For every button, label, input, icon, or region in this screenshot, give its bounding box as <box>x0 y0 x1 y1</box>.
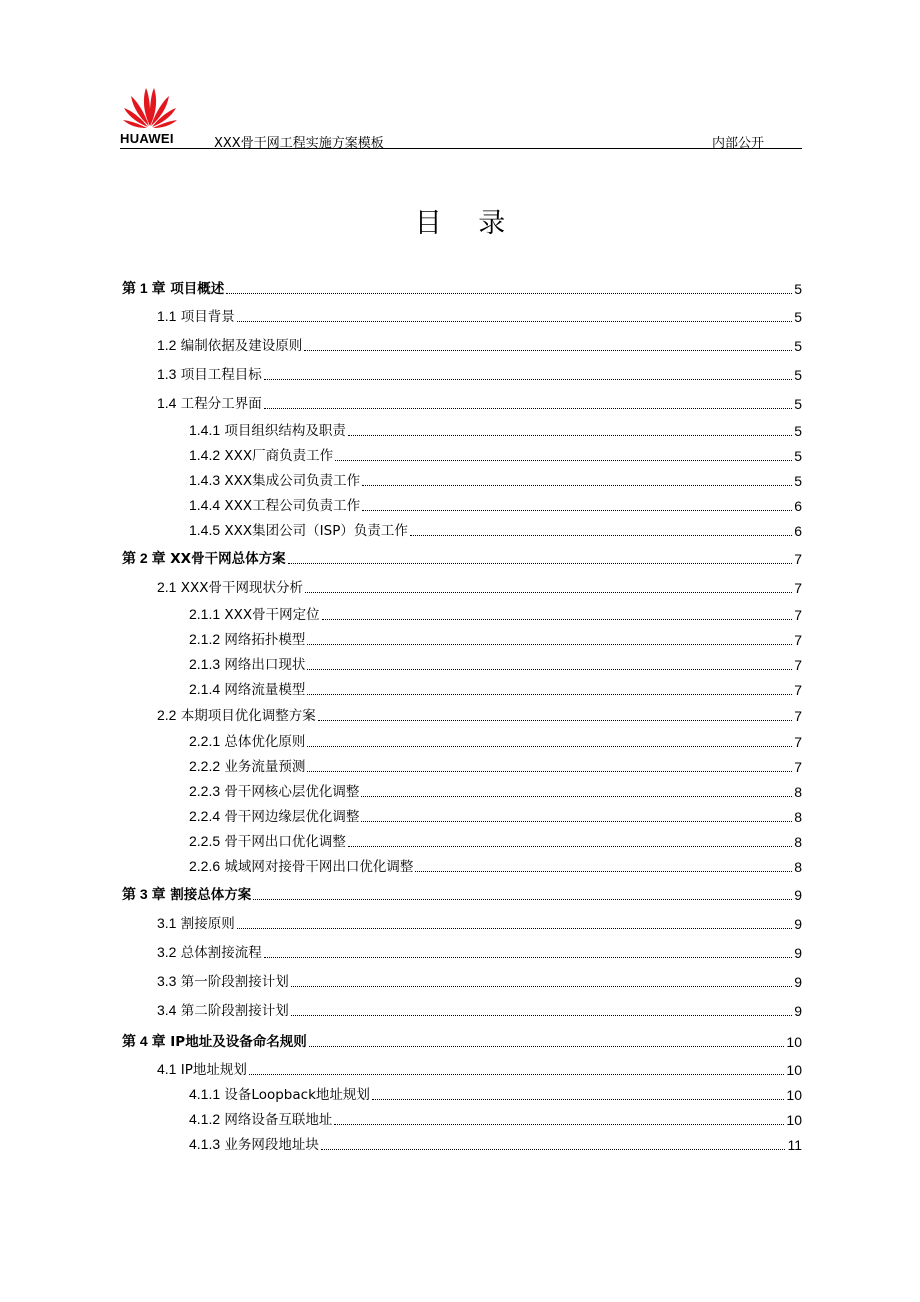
toc-entry[interactable] <box>122 851 802 875</box>
toc-dot-leader <box>305 592 792 593</box>
toc-entry-label: 总体优化原则 <box>220 734 306 750</box>
toc-entry-title <box>157 973 289 990</box>
toc-entry-number: 1.4.4 <box>189 497 221 513</box>
toc-entry-number: 2.1.3 <box>189 656 221 672</box>
toc-dot-leader <box>362 510 792 511</box>
toc-entry-number: 第 1 章 <box>122 280 166 296</box>
page-header <box>120 84 802 150</box>
toc-page-number: 9 <box>794 1003 802 1019</box>
toc-entry[interactable] <box>122 776 802 800</box>
toc-dot-leader <box>307 644 792 645</box>
toc-entry-title <box>157 915 235 932</box>
toc-page-number: 7 <box>794 632 802 648</box>
toc-entry-title <box>189 606 320 623</box>
toc-dot-leader <box>237 928 792 929</box>
header-divider <box>120 148 802 149</box>
toc-page-number: 7 <box>794 607 802 623</box>
toc-entry-label: 编制依据及建设原则 <box>176 338 303 354</box>
toc-entry[interactable] <box>122 649 802 673</box>
toc-dot-leader <box>348 846 792 847</box>
toc-entry-label: IP地址规划 <box>176 1062 247 1078</box>
toc-entry-title <box>189 858 413 875</box>
toc-page-number: 7 <box>794 734 802 750</box>
toc-dot-leader <box>304 350 792 351</box>
logo-wordmark: HUAWEI <box>120 131 174 146</box>
toc-page-number: 9 <box>794 974 802 990</box>
toc-dot-leader <box>291 986 792 987</box>
toc-dot-leader <box>307 746 792 747</box>
toc-entry[interactable] <box>122 1026 802 1050</box>
toc-page-number: 7 <box>794 682 802 698</box>
toc-entry-number: 第 3 章 <box>122 886 166 902</box>
toc-entry-label: 工程分工界面 <box>176 396 262 412</box>
toc-entry-title <box>189 1111 332 1128</box>
toc-entry-label: 第二阶段割接计划 <box>176 1003 289 1019</box>
toc-entry-number: 2.2.5 <box>189 833 221 849</box>
toc-entry-title <box>122 1033 307 1050</box>
toc-entry-number: 2.2.4 <box>189 808 221 824</box>
toc-dot-leader <box>348 435 792 436</box>
toc-entry-number: 3.4 <box>157 1002 177 1018</box>
toc-entry-number: 2.1.2 <box>189 631 221 647</box>
toc-page-number: 10 <box>786 1087 802 1103</box>
toc-entry-label: 设备Loopback地址规划 <box>220 1087 370 1103</box>
toc-entry-title <box>189 631 305 648</box>
toc-page-number: 11 <box>787 1137 802 1153</box>
toc-entry-number: 4.1.3 <box>189 1136 221 1152</box>
toc-entry[interactable] <box>122 301 802 325</box>
toc-entry-label: XX骨干网总体方案 <box>165 551 286 567</box>
toc-entry-label: XXX骨干网定位 <box>220 607 320 623</box>
toc-page-number: 6 <box>794 523 802 539</box>
toc-entry-title <box>157 337 302 354</box>
toc-entry[interactable] <box>122 415 802 439</box>
toc-entry[interactable] <box>122 330 802 354</box>
toc-entry[interactable] <box>122 879 802 903</box>
toc-page-number: 5 <box>794 338 802 354</box>
toc-entry-number: 4.1 <box>157 1061 177 1077</box>
toc-entry-number: 1.4.3 <box>189 472 221 488</box>
toc-entry[interactable] <box>122 937 802 961</box>
toc-entry-label: 骨干网出口优化调整 <box>220 834 346 850</box>
toc-dot-leader <box>309 1046 785 1047</box>
toc-entry-number: 1.4.2 <box>189 447 221 463</box>
toc-entry-label: 第一阶段割接计划 <box>176 974 289 990</box>
toc-entry-number: 2.1.4 <box>189 681 221 697</box>
toc-page-number: 5 <box>794 367 802 383</box>
toc-entry-label: 项目概述 <box>165 281 225 297</box>
toc-page-number: 8 <box>794 834 802 850</box>
toc-dot-leader <box>335 460 792 461</box>
toc-dot-leader <box>361 821 792 822</box>
toc-entry-label: 项目工程目标 <box>176 367 262 383</box>
toc-entry-title <box>122 550 286 567</box>
toc-entry-label: 骨干网核心层优化调整 <box>220 784 360 800</box>
toc-page-number: 7 <box>794 708 802 724</box>
toc-entry-number: 1.4 <box>157 395 177 411</box>
toc-page-number: 7 <box>794 580 802 596</box>
toc-page-number: 10 <box>786 1112 802 1128</box>
toc-entry-number: 第 4 章 <box>122 1033 166 1049</box>
toc-entry-label: 网络流量模型 <box>220 682 306 698</box>
toc-entry-label: XXX集团公司（ISP）负责工作 <box>220 523 408 539</box>
toc-entry[interactable] <box>122 801 802 825</box>
toc-dot-leader <box>264 408 792 409</box>
toc-entry-number: 第 2 章 <box>122 550 166 566</box>
toc-entry[interactable] <box>122 1054 802 1078</box>
toc-entry[interactable] <box>122 826 802 850</box>
toc-entry[interactable] <box>122 1104 802 1128</box>
toc-entry-label: 网络出口现状 <box>220 657 306 673</box>
toc-dot-leader <box>415 871 792 872</box>
toc-entry-number: 3.1 <box>157 915 177 931</box>
toc-entry-title <box>157 1061 247 1078</box>
toc-entry-number: 2.2 <box>157 707 177 723</box>
toc-entry-label: 业务流量预测 <box>220 759 306 775</box>
toc-entry-label: 项目组织结构及职责 <box>220 423 346 439</box>
toc-entry-number: 1.3 <box>157 366 177 382</box>
toc-entry-label: XXX骨干网现状分析 <box>176 580 304 596</box>
toc-entry[interactable] <box>122 674 802 698</box>
toc-entry-title <box>189 808 359 825</box>
toc-entry-title <box>189 833 346 850</box>
toc-entry[interactable] <box>122 624 802 648</box>
toc-page-number: 10 <box>786 1062 802 1078</box>
toc-entry-label: 割接原则 <box>176 916 235 932</box>
toc-dot-leader <box>334 1124 784 1125</box>
toc-dot-leader <box>253 899 792 900</box>
toc-entry-title <box>157 707 316 724</box>
toc-dot-leader <box>291 1015 792 1016</box>
toc-entry-label: 网络设备互联地址 <box>220 1112 333 1128</box>
toc-entry-title <box>157 308 235 325</box>
toc-entry-number: 2.1 <box>157 579 177 595</box>
toc-page-number: 5 <box>794 396 802 412</box>
toc-entry-label: 项目背景 <box>176 309 235 325</box>
toc-page-number: 9 <box>794 945 802 961</box>
toc-entry-title <box>157 579 303 596</box>
toc-entry[interactable] <box>122 388 802 412</box>
toc-page-number: 10 <box>786 1034 802 1050</box>
toc-page-number: 7 <box>794 759 802 775</box>
toc-entry[interactable] <box>122 490 802 514</box>
toc-entry-number: 1.4.1 <box>189 422 221 438</box>
toc-entry[interactable] <box>122 273 802 297</box>
toc-dot-leader <box>307 669 792 670</box>
toc-entry-label: 骨干网边缘层优化调整 <box>220 809 360 825</box>
toc-entry-label: IP地址及设备命名规则 <box>165 1034 307 1050</box>
toc-entry[interactable] <box>122 515 802 539</box>
toc-entry[interactable] <box>122 1129 802 1153</box>
toc-entry[interactable] <box>122 908 802 932</box>
toc-page-number: 8 <box>794 809 802 825</box>
toc-dot-leader <box>321 1149 786 1150</box>
toc-entry-number: 2.2.1 <box>189 733 221 749</box>
toc-page-number: 6 <box>794 498 802 514</box>
toc-entry-title <box>189 758 305 775</box>
toc-entry[interactable] <box>122 995 802 1019</box>
toc-entry[interactable] <box>122 726 802 750</box>
toc-entry-label: 业务网段地址块 <box>220 1137 319 1153</box>
toc-entry-title <box>157 1002 289 1019</box>
toc-dot-leader <box>372 1099 785 1100</box>
toc-entry-number: 2.1.1 <box>189 606 221 622</box>
toc-entry-number: 3.3 <box>157 973 177 989</box>
toc-entry-title <box>157 366 262 383</box>
toc-entry-label: 总体割接流程 <box>176 945 262 961</box>
toc-page-number: 5 <box>794 473 802 489</box>
toc-dot-leader <box>264 379 792 380</box>
toc-dot-leader <box>288 563 792 564</box>
toc-entry-number: 2.2.6 <box>189 858 221 874</box>
toc-entry[interactable] <box>122 966 802 990</box>
toc-entry-title <box>189 733 305 750</box>
toc-entry[interactable] <box>122 700 802 724</box>
toc-entry-title <box>122 886 251 903</box>
toc-entry-title <box>157 944 262 961</box>
toc-entry-title <box>189 447 333 464</box>
toc-dot-leader <box>318 720 792 721</box>
toc-entry-title <box>122 280 224 297</box>
toc-entry-label: XXX集成公司负责工作 <box>220 473 361 489</box>
toc-entry-number: 4.1.2 <box>189 1111 221 1127</box>
toc-entry-label: 网络拓扑模型 <box>220 632 306 648</box>
toc-entry-number: 1.1 <box>157 308 177 324</box>
toc-page-number: 5 <box>794 309 802 325</box>
toc-entry[interactable] <box>122 440 802 464</box>
toc-entry-number: 1.4.5 <box>189 522 221 538</box>
toc-entry-label: XXX厂商负责工作 <box>220 448 334 464</box>
toc-entry-title <box>189 656 305 673</box>
toc-entry-title <box>189 681 305 698</box>
toc-entry[interactable] <box>122 359 802 383</box>
toc-entry-title <box>157 395 262 412</box>
toc-dot-leader <box>410 535 792 536</box>
toc-dot-leader <box>361 796 792 797</box>
toc-entry[interactable] <box>122 572 802 596</box>
toc-page-number: 5 <box>794 448 802 464</box>
toc-entry[interactable] <box>122 465 802 489</box>
toc-page-number: 5 <box>794 423 802 439</box>
toc-entry[interactable] <box>122 543 802 567</box>
document-title: XXX骨干网工程实施方案模板 <box>214 136 384 151</box>
huawei-petal-icon <box>122 84 178 128</box>
toc-entry-title <box>189 1086 370 1103</box>
toc-dot-leader <box>322 619 792 620</box>
classification-label: 内部公开 <box>712 136 765 151</box>
toc-page-number: 7 <box>794 551 802 567</box>
toc-page-number: 7 <box>794 657 802 673</box>
toc-entry-title <box>189 472 360 489</box>
toc-entry-label: 本期项目优化调整方案 <box>176 708 316 724</box>
toc-page-number: 5 <box>794 281 802 297</box>
toc-entry-title <box>189 522 408 539</box>
toc-page-number: 8 <box>794 784 802 800</box>
toc-dot-leader <box>307 771 792 772</box>
toc-dot-leader <box>249 1074 785 1075</box>
toc-dot-leader <box>226 293 792 294</box>
toc-entry-label: 割接总体方案 <box>165 887 252 903</box>
toc-entry-label: 城域网对接骨干网出口优化调整 <box>220 859 414 875</box>
toc-dot-leader <box>362 485 792 486</box>
toc-entry-number: 4.1.1 <box>189 1086 221 1102</box>
toc-entry-title <box>189 783 359 800</box>
toc-entry-label: XXX工程公司负责工作 <box>220 498 361 514</box>
toc-page-number: 9 <box>794 887 802 903</box>
toc-entry[interactable] <box>122 599 802 623</box>
toc-dot-leader <box>307 694 792 695</box>
toc-page-number: 9 <box>794 916 802 932</box>
toc-entry-number: 2.2.3 <box>189 783 221 799</box>
toc-entry-title <box>189 422 346 439</box>
toc-entry-title <box>189 497 360 514</box>
toc-dot-leader <box>237 321 792 322</box>
toc-heading: 目 录 <box>414 208 520 239</box>
toc-dot-leader <box>264 957 792 958</box>
toc-entry-number: 2.2.2 <box>189 758 221 774</box>
toc-entry-number: 1.2 <box>157 337 177 353</box>
toc-entry[interactable] <box>122 1079 802 1103</box>
toc-entry-number: 3.2 <box>157 944 177 960</box>
toc-page-number: 8 <box>794 859 802 875</box>
toc-entry-title <box>189 1136 319 1153</box>
toc-entry[interactable] <box>122 751 802 775</box>
huawei-logo <box>120 84 180 148</box>
